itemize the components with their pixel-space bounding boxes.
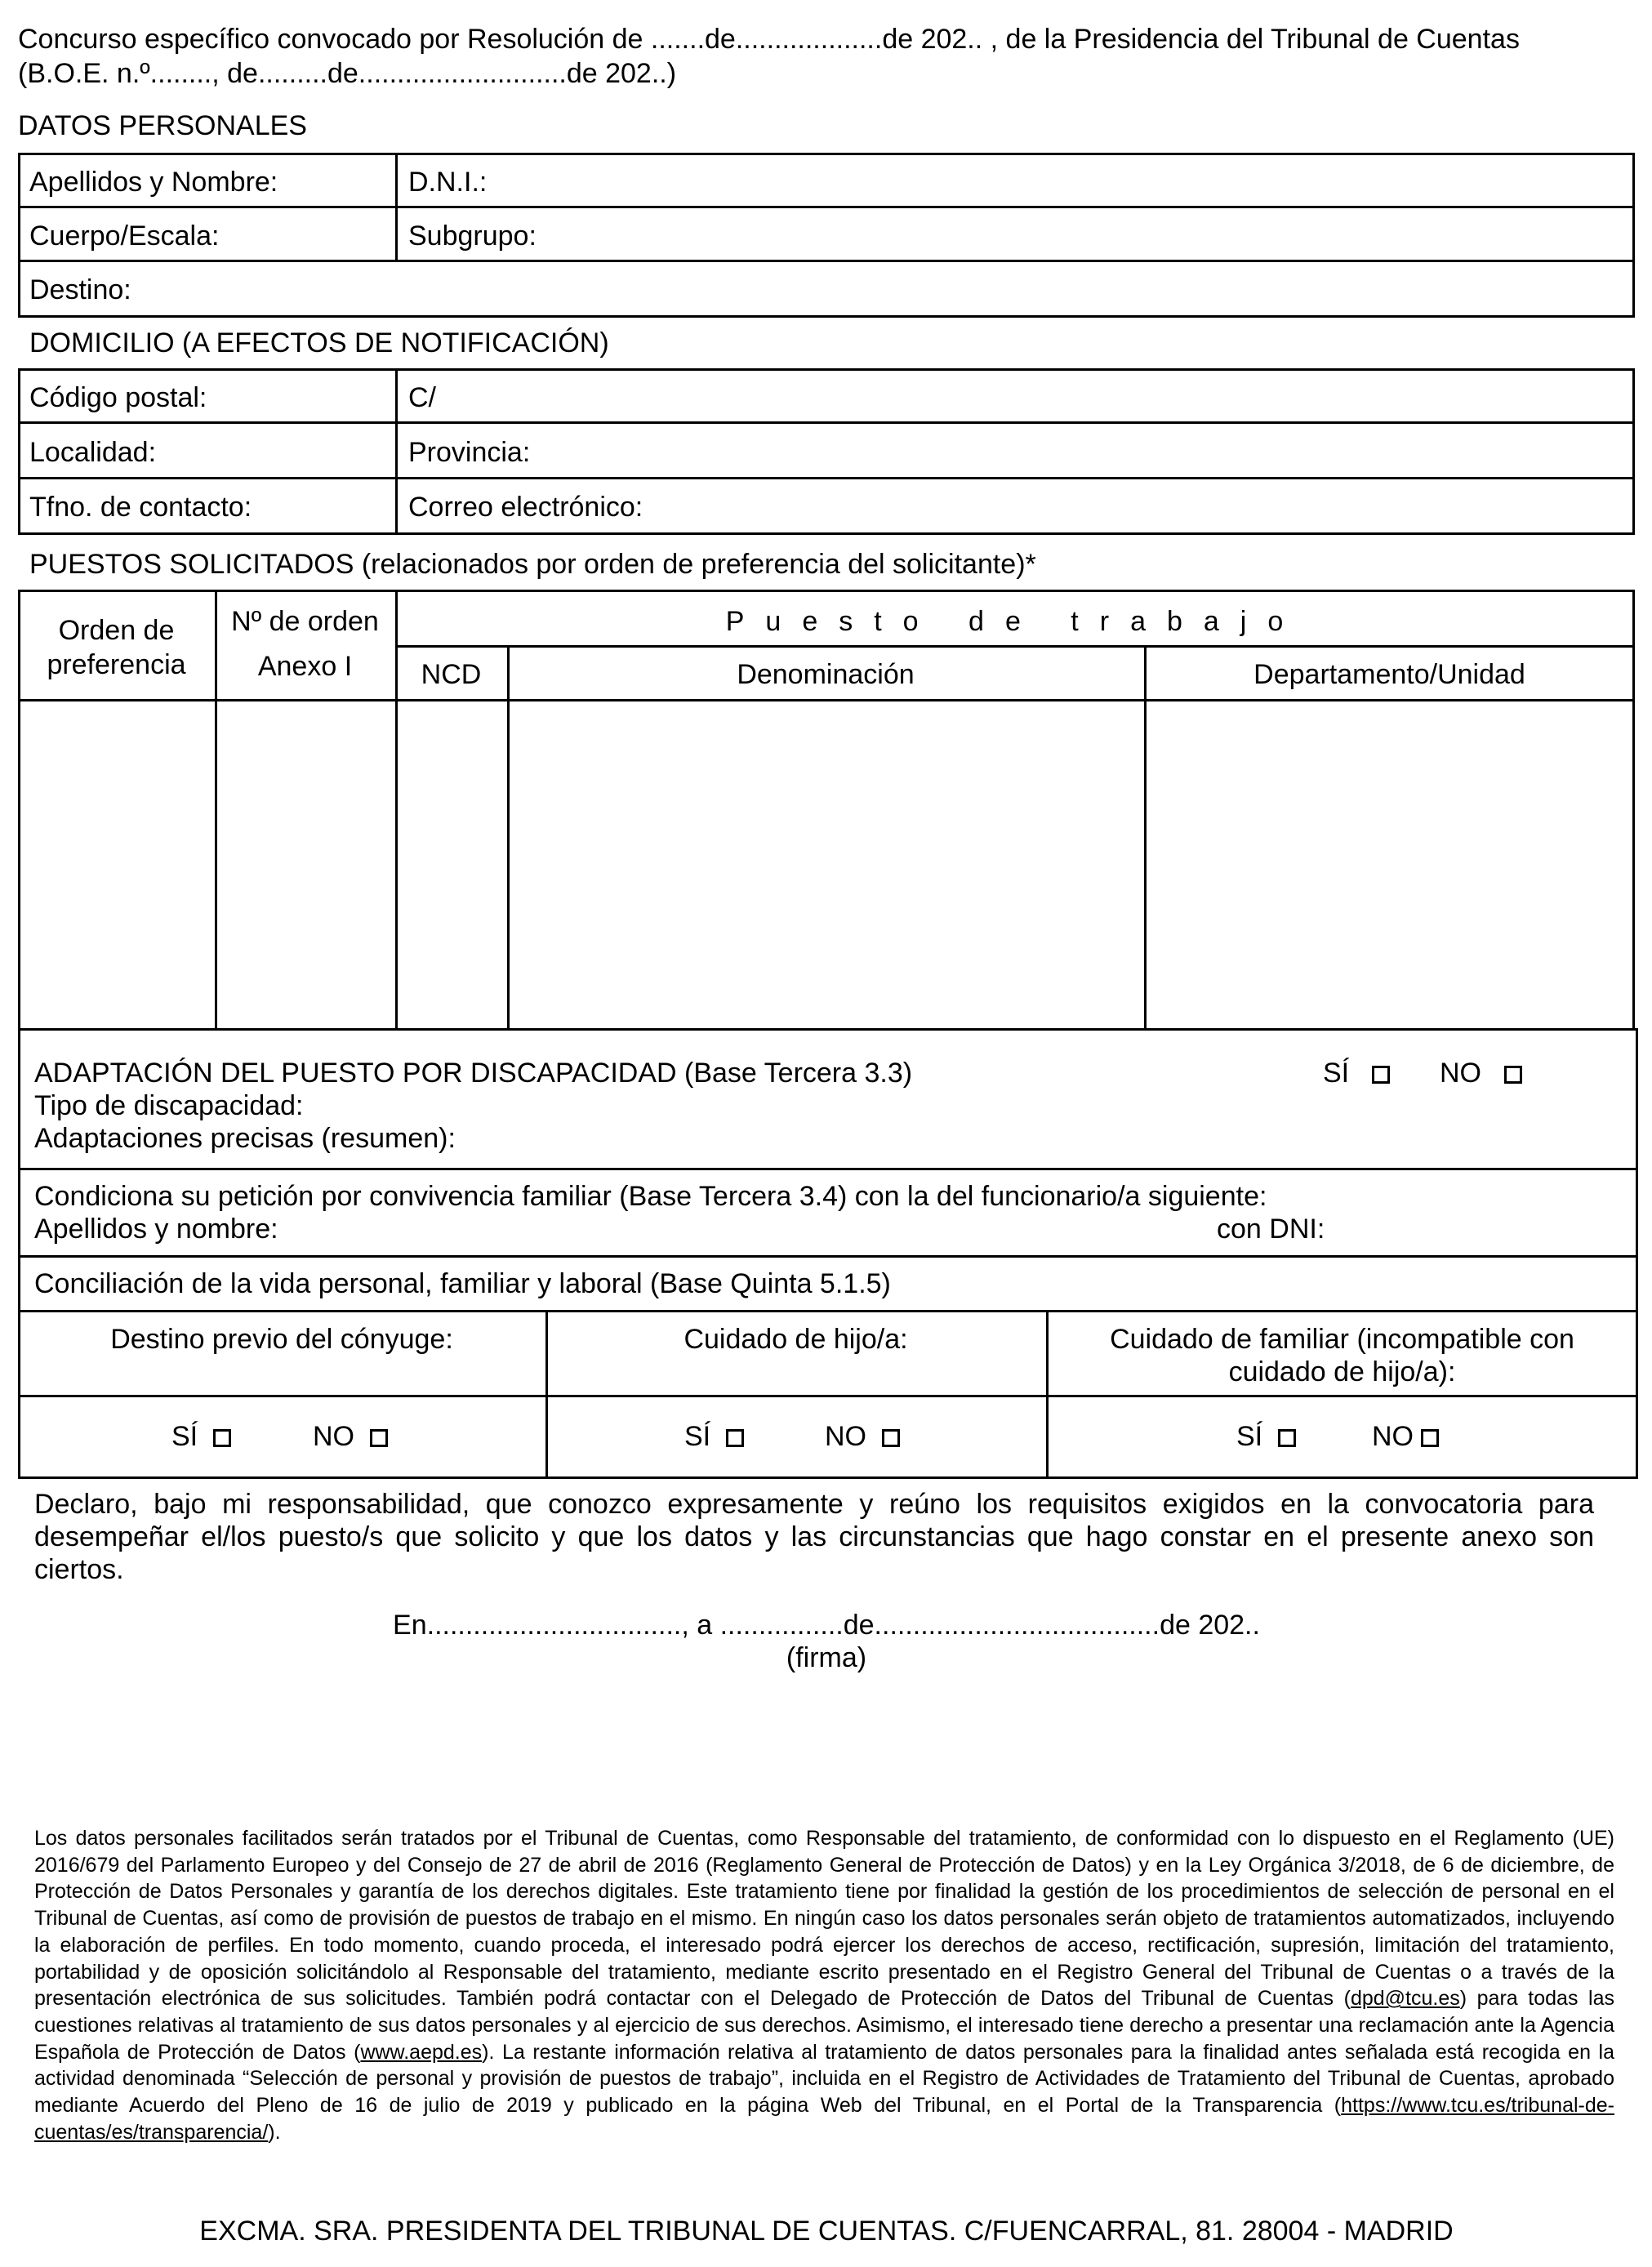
familiar-no-option[interactable] (1372, 1420, 1439, 1453)
col-divider (395, 368, 398, 535)
row-divider (18, 1255, 1638, 1258)
conciliacion-title: Conciliación de la vida personal, familiar y laboral (Base Quinta 5.1.5) (34, 1268, 891, 1299)
orden-preferencia-header-1: Orden de (58, 615, 175, 646)
conyuge-no-option[interactable] (313, 1420, 388, 1453)
row-divider (18, 1310, 1638, 1312)
section-title-puestos: PUESTOS SOLICITADOS (relacionados por orden de preferencia del solicitante)* (29, 549, 1036, 580)
footer-address: EXCMA. SRA. PRESIDENTA DEL TRIBUNAL DE CUENTAS. C/FUENCARRAL, 81. 28004 - MADRID (199, 2216, 1454, 2247)
conyuge-no-label: NO (313, 1421, 354, 1452)
destino-field[interactable]: Destino: (29, 274, 131, 305)
hijo-no-label: NO (825, 1421, 866, 1452)
destino-conyuge-header: Destino previo del cónyuge: (110, 1324, 453, 1355)
cuidado-hijo-header: Cuidado de hijo/a: (684, 1324, 908, 1355)
ncd-header: NCD (421, 659, 482, 690)
row-divider (18, 1395, 1638, 1397)
convivencia-dni-field[interactable]: con DNI: (1217, 1214, 1325, 1245)
cuidado-familiar-header-2: cuidado de hijo/a): (1228, 1356, 1456, 1387)
familiar-si-label: SÍ (1236, 1421, 1263, 1452)
provincia-field[interactable]: Provincia: (408, 437, 531, 468)
denominacion-header: Denominación (737, 659, 915, 690)
hijo-no-option[interactable] (825, 1420, 900, 1453)
adaptaciones-precisas-field[interactable]: Adaptaciones precisas (resumen): (34, 1123, 456, 1154)
row-divider (18, 699, 1635, 701)
calle-field[interactable]: C/ (408, 382, 436, 413)
localidad-field[interactable]: Localidad: (29, 437, 157, 468)
convivencia-text: Condiciona su petición por convivencia familiar (Base Tercera 3.4) con la del funcionario/a siguiente: (34, 1181, 1267, 1212)
aepd-link[interactable]: www.aepd.es (360, 2040, 483, 2064)
num-orden-header-1: Nº de orden (231, 606, 379, 637)
adaptacion-si-option[interactable] (1323, 1057, 1390, 1089)
puesto-trabajo-header: Puesto de trabajo (725, 606, 1305, 637)
departamento-input[interactable] (1147, 702, 1633, 1029)
cuerpo-escala-field[interactable]: Cuerpo/Escala: (29, 220, 220, 252)
hijo-si-option[interactable] (684, 1420, 744, 1453)
ncd-input[interactable] (398, 702, 507, 1029)
dpd-email-link[interactable]: dpd@tcu.es (1350, 1987, 1460, 2011)
conyuge-si-label: SÍ (171, 1421, 198, 1452)
conyuge-si-checkbox[interactable] (213, 1429, 231, 1447)
hijo-no-checkbox[interactable] (882, 1429, 900, 1447)
header-line-2: (B.O.E. n.º........, de.........de...........................de 202..) (18, 58, 677, 89)
apellidos-nombre-field[interactable]: Apellidos y Nombre: (29, 167, 278, 198)
privacy-text-2: ) para todas las cuestiones relativas al tratamiento de sus datos personales y al ejercicio de sus derechos. Asimismo, el interesado tiene derecho a presentar una reclamación ante la Agencia Española de Protección de Datos ( (34, 1987, 1614, 2064)
hijo-si-checkbox[interactable] (726, 1429, 744, 1447)
orden-preferencia-input[interactable] (20, 702, 215, 1029)
privacy-text-1: Los datos personales facilitados serán tratados por el Tribunal de Cuentas, como Responsable del tratamiento, de conformidad con lo dispuesto en el Reglamento (UE) 2016/679 del Parlamento Europeo y del Consejo de 27 de abril de 2016 (Reglamento General de Protección de Datos) y en la Ley Orgánica 3/2018, de 6 de diciembre, de Protección de Datos Personales y garantía de los derechos digitales. Este tratamiento tiene por finalidad la gestión de los procedimientos de selección de personal en el Tribunal de Cuentas, así como de provisión de puestos de trabajo en el mismo. En ningún caso los datos personales serán objeto de tratamientos automatizados, incluyendo la elaboración de perfiles. En todo momento, cuando proceda, el interesado podrá ejercer los derechos de acceso, rectificación, supresión, limitación del tratamiento, portabilidad y de oposición solicitándolo al Responsable del tratamiento, mediante escrito presentado en el Registro General del Tribunal de Cuentas o a través de la presentación electrónica de sus solicitudes. También podrá contactar con el Delegado de Protección de Datos del Tribunal de Cuentas ( (34, 1827, 1614, 2011)
adaptacion-no-checkbox[interactable] (1504, 1066, 1522, 1084)
subgrupo-field[interactable]: Subgrupo: (408, 220, 537, 252)
codigo-postal-field[interactable]: Código postal: (29, 382, 207, 413)
familiar-no-label: NO (1372, 1421, 1414, 1452)
adaptacion-si-label: SÍ (1323, 1058, 1350, 1089)
row-divider (18, 477, 1635, 479)
adaptacion-no-label: NO (1440, 1058, 1481, 1089)
convivencia-apellidos-field[interactable]: Apellidos y nombre: (34, 1214, 278, 1245)
row-divider (395, 645, 1635, 648)
header-line-1: Concurso específico convocado por Resolución de .......de...................de 202.. , de la Presidencia del Tribunal de Cuentas (18, 24, 1520, 55)
tipo-discapacidad-field[interactable]: Tipo de discapacidad: (34, 1090, 304, 1121)
orden-preferencia-header-2: preferencia (47, 649, 186, 680)
adaptacion-si-checkbox[interactable] (1372, 1066, 1390, 1084)
familiar-si-checkbox[interactable] (1278, 1429, 1296, 1447)
familiar-no-checkbox[interactable] (1421, 1429, 1439, 1447)
privacy-text-3: ). La restante información relativa al tratamiento de datos personales para la finalidad antes señalada está recogida en la actividad denominada “Selección de personal y provisión de puestos de trabajo”, incluida en el Registro de Actividades de Tratamiento del Tribunal de Cuentas, aprobado mediante Acuerdo del Pleno de 16 de julio de 2019 y publicado en la página Web del Tribunal, en el Portal de la Transparencia ( (34, 2040, 1614, 2118)
declaracion-text: Declaro, bajo mi responsabilidad, que conozco expresamente y reúno los requisitos exigidos en la convocatoria para desempeñar el/los puesto/s que solicito y que los datos y las circunstancias que hago constar en el presente anexo son ciertos. (34, 1489, 1594, 1585)
privacy-notice (34, 1825, 1614, 2145)
dni-field[interactable]: D.N.I.: (408, 167, 488, 198)
cuidado-familiar-header-1: Cuidado de familiar (incompatible con (1110, 1324, 1574, 1355)
telefono-field[interactable]: Tfno. de contacto: (29, 492, 252, 523)
col-divider (395, 153, 398, 262)
adaptacion-title: ADAPTACIÓN DEL PUESTO POR DISCAPACIDAD (Base Tercera 3.3) (34, 1058, 913, 1089)
section-title-datos-personales: DATOS PERSONALES (18, 110, 307, 141)
departamento-header: Departamento/Unidad (1253, 659, 1525, 690)
denominacion-input[interactable] (510, 702, 1144, 1029)
adaptacion-no-option[interactable] (1440, 1057, 1522, 1089)
lugar-fecha-line[interactable]: En................................., a ................de.....................................de 202.. (393, 1610, 1260, 1641)
section-title-domicilio: DOMICILIO (A EFECTOS DE NOTIFICACIÓN) (29, 327, 609, 359)
num-orden-input[interactable] (217, 702, 395, 1029)
hijo-si-label: SÍ (684, 1421, 711, 1452)
conyuge-si-option[interactable] (171, 1420, 231, 1453)
correo-field[interactable]: Correo electrónico: (408, 492, 643, 523)
row-divider (18, 421, 1635, 424)
domicilio-table (18, 368, 1635, 535)
transparencia-link[interactable]: https://www.tcu.es/tribunal-de-cuentas/es/transparencia/ (34, 2094, 1614, 2144)
conyuge-no-checkbox[interactable] (370, 1429, 388, 1447)
row-divider (18, 206, 1635, 208)
row-divider (18, 260, 1635, 262)
familiar-si-option[interactable] (1236, 1420, 1296, 1453)
num-orden-header-2: Anexo I (257, 651, 353, 682)
row-divider (18, 1168, 1638, 1170)
firma-label: (firma) (786, 1642, 867, 1673)
privacy-text-4: ). (268, 2120, 281, 2144)
